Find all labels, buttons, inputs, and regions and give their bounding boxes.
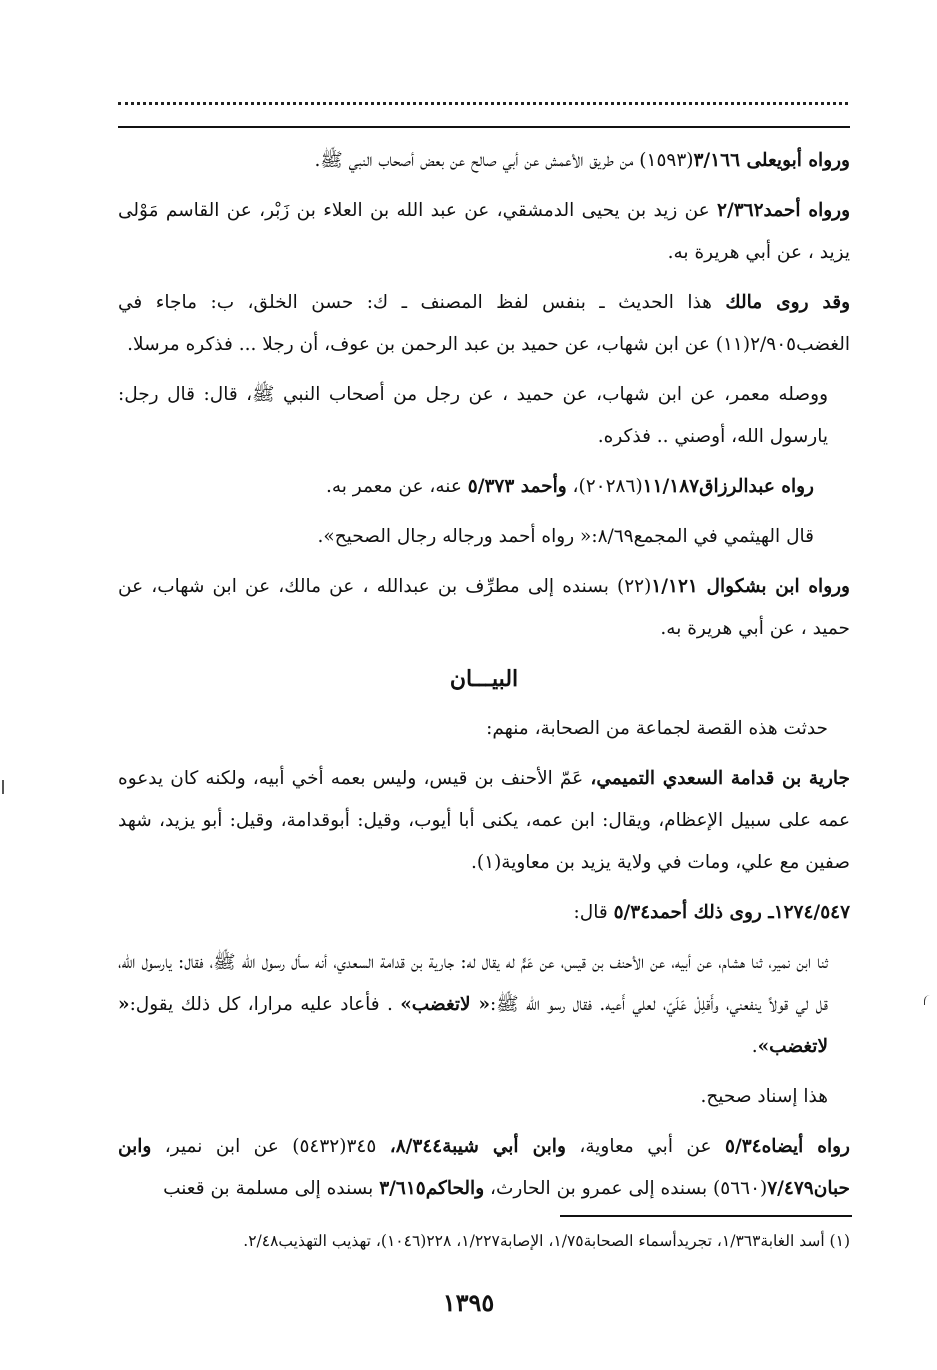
person-name: جارية بن قدامة السعدي التميمي، [590, 768, 850, 789]
footnote-rule [560, 1215, 852, 1217]
header-dotted-line [118, 92, 848, 105]
paragraph-jariya [118, 758, 850, 884]
source-ref: وأحمد ٥/٣٧٣ [467, 476, 567, 497]
scan-edge-mark [924, 995, 931, 1005]
source-ref: ورواه أبويعلى ٣/١٦٦ [693, 150, 850, 171]
paragraph-text: . [751, 1036, 758, 1057]
paragraph-text: بسنده إلى مسلمة بن قعنب [163, 1178, 380, 1199]
source-ref: رواه عبدالرزاق١١/١٨٧ [642, 476, 814, 497]
source-ref: ورواه أحمد٢/٣٦٢ [717, 200, 851, 221]
paragraph-haythami [118, 516, 850, 558]
paragraph-text: عنه، عن معمر به. [325, 476, 468, 497]
paragraph-text: . فأعاد عليه مرارا، كل ذلك يقول: [129, 994, 401, 1015]
paragraph-text: عَمّ الأحنف بن قيس، وليس بعمه أخي أبيه، ولكنه كان يدعوه عمه على سبيل الإعظام، ويقال: ابن عمه، يكنى أبا أيوب، وقيل: أبوقدامة، وقيل: أبو يزيد، شهد صفين مع علي، ومات في ولاية يزيد بن معاوية(١). [118, 768, 850, 873]
paragraph-text: ثنا ابن نمير، ثنا هشام، عن أبيه، عن الأحنف بن قيس، عن عَمٍّ له يقال له: جارية بن قدامة السعدي، أنه سأل رسول الله ﷺ، فقال: يارسول الله، قل لي قولاً ينفعني، وأَقلِلْ عَلَيّ، لعلي أَعيه. فقال رسو الله ﷺ: [118, 952, 828, 1015]
paragraph-text: قال: [573, 902, 614, 923]
paragraph-text: (٥٦٦٠) بسنده إلى عمرو بن الحارث، [484, 1178, 768, 1199]
hadith-header [118, 892, 850, 934]
header-rule [118, 126, 850, 128]
paragraph-text: ٣٤٥(٥٤٣٢) عن ابن نمير، [151, 1136, 390, 1157]
source-ref: رواه أيضاه٥/٣٤ [725, 1136, 850, 1157]
main-text [118, 140, 850, 1218]
paragraph-text: عن أبي معاوية، [565, 1136, 726, 1157]
paragraph-ahmad [118, 190, 850, 274]
page-number: ١٣٩٥ [442, 1288, 495, 1317]
paragraph-text: ووصله معمر، عن ابن شهاب، عن حميد ، عن رجل من أصحاب النبي ﷺ، قال: قال رجل: يارسول الله، أوصني .. فذكره. [118, 384, 828, 447]
hadith-number: ١٢٧٤/٥٤٧ـ روى ذلك أحمد٥/٣٤ [613, 902, 850, 923]
source-ref: والحاكم٣/٦١٥ [379, 1178, 485, 1199]
paragraph-text: (٢٢) بسنده إلى مطرِّف بن عبدالله ، عن مالك، عن ابن شهاب، عن حميد ، عن أبي هريرة به. [118, 576, 850, 639]
bayan-intro: حدثت هذه القصة لجماعة من الصحابة، منهم: [486, 718, 828, 739]
paragraph-malik [118, 282, 850, 366]
paragraph-text: عن زيد بن يحيى الدمشقي، عن عبد الله بن العلاء بن زَبْر، عن القاسم مَوْلى يزيد ، عن أبي هريرة به. [118, 200, 850, 263]
source-ref: وابن أبي شيبة٨/٣٤٤، [389, 1136, 566, 1157]
source-ref: ورواه ابن بشكوال ١/١٢١ [651, 576, 850, 597]
paragraph-abu-yala [118, 140, 850, 182]
scan-edge-mark [2, 780, 4, 794]
quote: « لاتغضب» [400, 994, 491, 1015]
paragraph-abdulrazzaq [118, 466, 850, 508]
source-ref: وابن حبان٧/٤٧٩ [118, 1136, 850, 1199]
paragraph-text: (٢٠٢٨٦)، [566, 476, 643, 497]
hadith-text [118, 942, 850, 1068]
section-heading: البيـــان [449, 666, 519, 692]
paragraph-text: (١٥٩٣) من طريق الأعمش عن أبي صالح عن بعض أصحاب النبي ﷺ. [314, 150, 694, 171]
footnote: (١) أسد الغابة١/٣٦٣، تجريدأسماء الصحابة١/٧٥، الإصابة١/٢٢٧، ٢٢٨(١٠٤٦)، تهذيب التهذيب٢/٤٨. [243, 1232, 850, 1250]
isnad-note: هذا إسناد صحيح. [700, 1086, 828, 1107]
paragraph-other-sources [118, 1126, 850, 1210]
paragraph-mamar [118, 374, 850, 458]
source-ref: وقد روى مالك [725, 292, 851, 313]
paragraph-bashkuwal [118, 566, 850, 650]
quote: « لاتغضب» [118, 994, 828, 1057]
paragraph-text: قال الهيثمي في المجمع٨/٦٩:« رواه أحمد ورجاله رجال الصحيح». [317, 526, 814, 547]
paragraph-text: هذا الحديث ـ بنفس لفظ المصنف ـ ك: حسن الخلق، ب: ماجاء في الغضب٢/٩٠٥(١١) عن ابن شهاب، عن حميد بن عبد الرحمن بن عوف، أن رجلا ... فذكره مرسلا. [118, 292, 850, 355]
